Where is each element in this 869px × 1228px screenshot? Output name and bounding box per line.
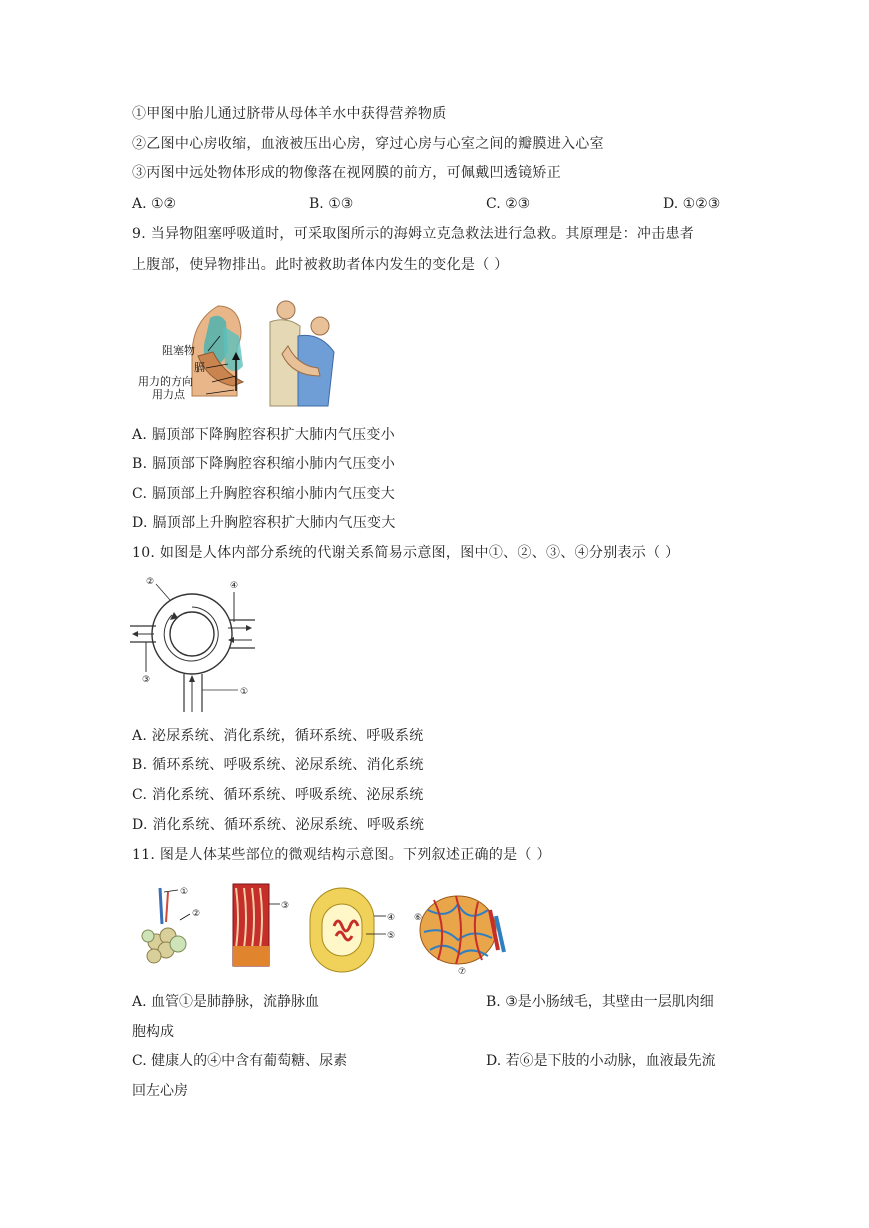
- diagram-label-1: ①: [240, 687, 249, 697]
- q8-option-a: A. ①②: [132, 196, 177, 212]
- q9-stem-line-1: 9. 当异物阻塞呼吸道时，可采取图所示的海姆立克急救法进行急救。其原理是：冲击患者: [132, 226, 695, 242]
- micro-label-7: ⑦: [458, 967, 467, 977]
- q9-option-b: B. 膈顶部下降胸腔容积缩小肺内气压变小: [132, 456, 396, 472]
- q11-option-b-line-1: B. ③是小肠绒毛，其壁由一层肌肉细: [486, 994, 714, 1010]
- q11-option-b-line-2: 胞构成: [132, 1024, 174, 1040]
- intestinal-villi-drawing: [233, 884, 289, 966]
- q8-statement-1: ①甲图中胎儿通过脐带从母体羊水中获得营养物质: [132, 106, 447, 122]
- label-obstruction: 阻塞物: [162, 344, 195, 357]
- micro-label-2: ②: [192, 909, 201, 919]
- label-force-direction: 用力的方向: [138, 375, 193, 388]
- q11-option-d-line-1: D. 若⑥是下肢的小动脉，血液最先流: [486, 1053, 716, 1069]
- q10-option-c: C. 消化系统、循环系统、呼吸系统、泌尿系统: [132, 787, 424, 803]
- label-force-point: 用力点: [152, 388, 185, 401]
- q8-option-d: D. ①②③: [663, 196, 721, 212]
- diagram-label-3: ③: [142, 675, 151, 685]
- micro-label-5: ⑤: [387, 931, 396, 941]
- q8-statement-3: ③丙图中远处物体形成的物像落在视网膜的前方，可佩戴凹透镜矫正: [132, 165, 561, 181]
- capillary-network-drawing: [414, 896, 504, 977]
- q9-option-d: D. 膈顶部上升胸腔容积扩大肺内气压变大: [132, 515, 396, 531]
- q10-option-a: A. 泌尿系统、消化系统，循环系统、呼吸系统: [132, 728, 424, 744]
- q11-option-a: A. 血管①是肺静脉，流静脉血: [132, 994, 320, 1010]
- microstructure-figure: [138, 880, 510, 980]
- micro-label-6: ⑥: [414, 913, 423, 923]
- q9-stem-line-2: 上腹部，使异物排出。此时被救助者体内发生的变化是（ ）: [132, 257, 509, 273]
- alveoli-drawing: [142, 887, 200, 963]
- renal-capsule-drawing: [310, 888, 395, 972]
- q11-option-c: C. 健康人的④中含有葡萄糖、尿素: [132, 1053, 348, 1069]
- q10-option-b: B. 循环系统、呼吸系统、泌尿系统、消化系统: [132, 757, 424, 773]
- diagram-label-2: ②: [146, 577, 155, 587]
- q9-option-c: C. 膈顶部上升胸腔容积缩小肺内气压变大: [132, 486, 396, 502]
- micro-label-4: ④: [387, 913, 396, 923]
- heimlich-maneuver-figure: [138, 296, 348, 411]
- micro-label-1: ①: [180, 887, 189, 897]
- q8-statement-2: ②乙图中心房收缩，血液被压出心房，穿过心房与心室之间的瓣膜进入心室: [132, 136, 604, 152]
- label-diaphragm: 膈: [194, 361, 205, 374]
- q10-option-d: D. 消化系统、循环系统、泌尿系统、呼吸系统: [132, 817, 425, 833]
- q8-option-c: C. ②③: [486, 196, 531, 212]
- q11-option-d-line-2: 回左心房: [132, 1083, 188, 1099]
- q11-stem: 11. 图是人体某些部位的微观结构示意图。下列叙述正确的是（ ）: [132, 847, 551, 863]
- q8-option-b: B. ①③: [309, 196, 354, 212]
- q9-option-a: A. 膈顶部下降胸腔容积扩大肺内气压变小: [132, 427, 396, 443]
- diagram-label-4: ④: [230, 581, 239, 591]
- q10-stem: 10. 如图是人体内部分系统的代谢关系简易示意图，图中①、②、③、④分别表示（ ）: [132, 545, 680, 561]
- metabolism-system-diagram: [130, 572, 260, 717]
- micro-label-3: ③: [281, 901, 290, 911]
